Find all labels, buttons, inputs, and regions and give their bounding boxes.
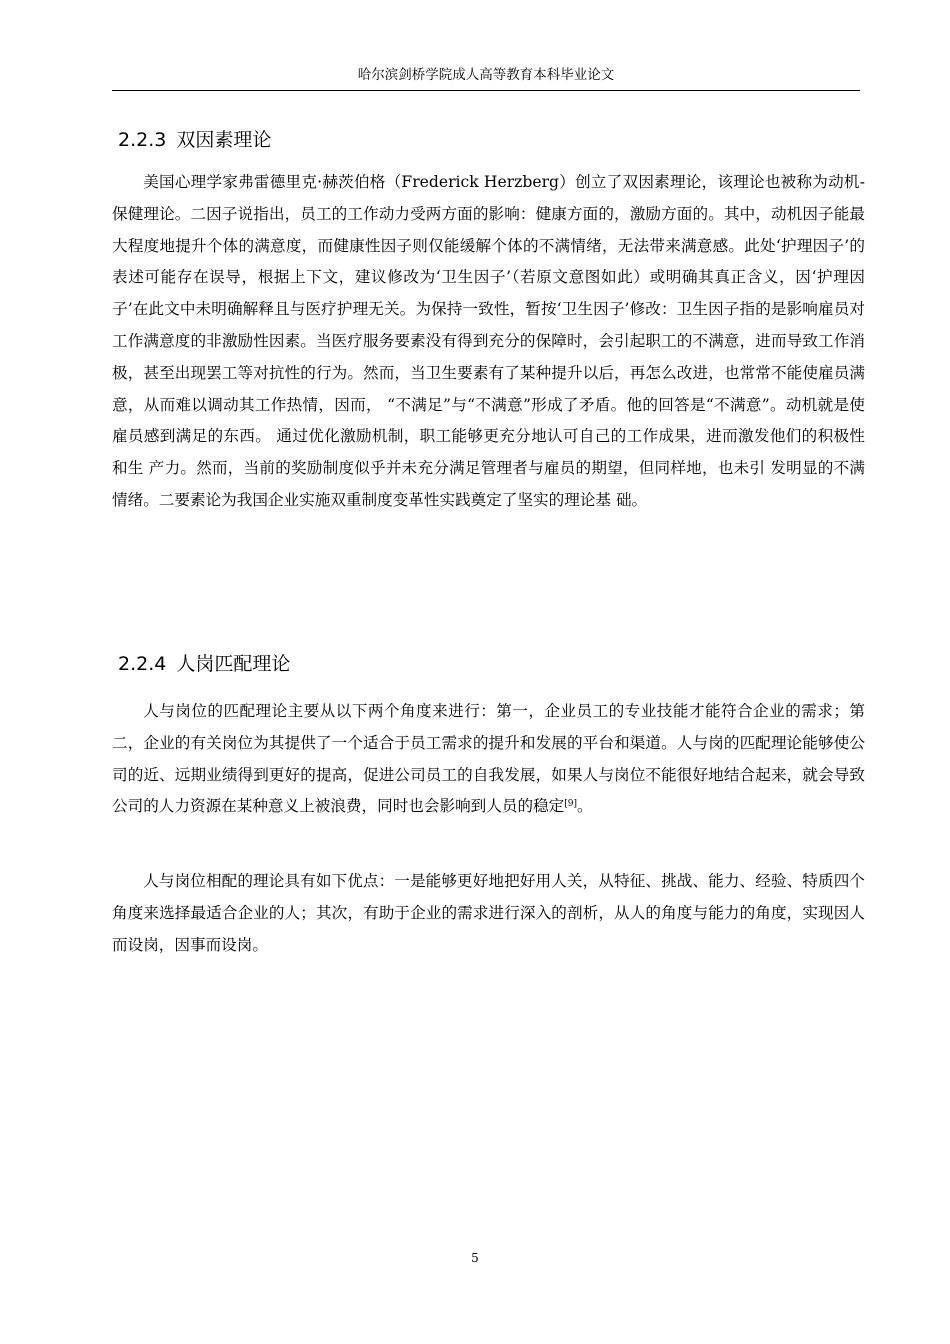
section-title: 人岗匹配理论 xyxy=(176,653,291,675)
section-heading-2-2-3 xyxy=(118,127,271,153)
section-title: 双因素理论 xyxy=(176,129,272,151)
citation-reference: [9] xyxy=(564,799,577,810)
running-header: 哈尔滨剑桥学院成人高等教育本科毕业论文 xyxy=(357,67,615,83)
body-paragraph: 人与岗位相配的理论具有如下优点：一是能够更好地把好用人关，从特征、挑战、能力、经验、特质四个角度来选择最适合企业的人；其次，有助于企业的需求进行深入的剖析，从人的角度与能力的角度，实现因人而设岗，因事而设岗。 xyxy=(112,872,865,954)
body-paragraph: 美国心理学家弗雷德里克·赫茨伯格（Frederick Herzberg）创立了双因素理论，该理论也被称为动机-保健理论。二因子说指出，员工的工作动力受两方面的影响：健康方面的，激励方面的。其中，动机因子能最大程度地提升个体的满意度，而健康性因子则仅能缓解个体的不满情绪，无法带来满意感。此处‘护理因子’的表述可能存在误导，根据上下文，建议修改为‘卫生因子’（若原文意图如此）或明确其真正含义，因‘护理因子’在此文中未明确解释且与医疗护理无关。为保持一致性，暂按‘卫生因子’修改：卫生因子指的是影响雇员对工作满意度的非激励性因素。当医疗服务要素没有得到充分的保障时，会引起职工的不满意，进而导致工作消极，甚至出现罢工等对抗性的行为。然而，当卫生要素有了某种提升以后，再怎么改进，也常常不能使雇员满意，从而难以调动其工作热情，因而， “不满足”与“不满意”形成了矛盾。他的回答是“不满意”。动机就是使雇员感到满足的东西。 通过优化激励机制，职工能够更充分地认可自己的工作成果，进而激发他们的积极性和生 产力。然而，当前的奖励制度似乎并未充分满足管理者与雇员的期望，但同样地，也未引 发明显的不满情绪。二要素论为我国企业实施双重制度变革性实践奠定了坚实的理论基 础。 xyxy=(112,173,865,509)
header-divider xyxy=(112,90,860,91)
section-number: 2.2.3 xyxy=(118,129,167,151)
paragraph-text: 人与岗位的匹配理论主要从以下两个角度来进行：第一，企业员工的专业技能才能符合企业的需求；第二，企业的有关岗位为其提供了一个适合于员工需求的提升和发展的平台和渠道。人与岗的匹配理论能够使公司的近、远期业绩得到更好的提高，促进公司员工的自我发展，如果人与岗位不能很好地结合起来，就会导致公司的人力资源在某种意义上被浪费，同时也会影响到人员的稳定 xyxy=(112,702,865,816)
page-number: 5 xyxy=(471,1251,479,1265)
section-number: 2.2.4 xyxy=(118,653,167,675)
paragraph-tail: 。 xyxy=(576,797,593,816)
body-paragraph xyxy=(112,696,865,823)
section-heading-2-2-4 xyxy=(118,651,290,677)
